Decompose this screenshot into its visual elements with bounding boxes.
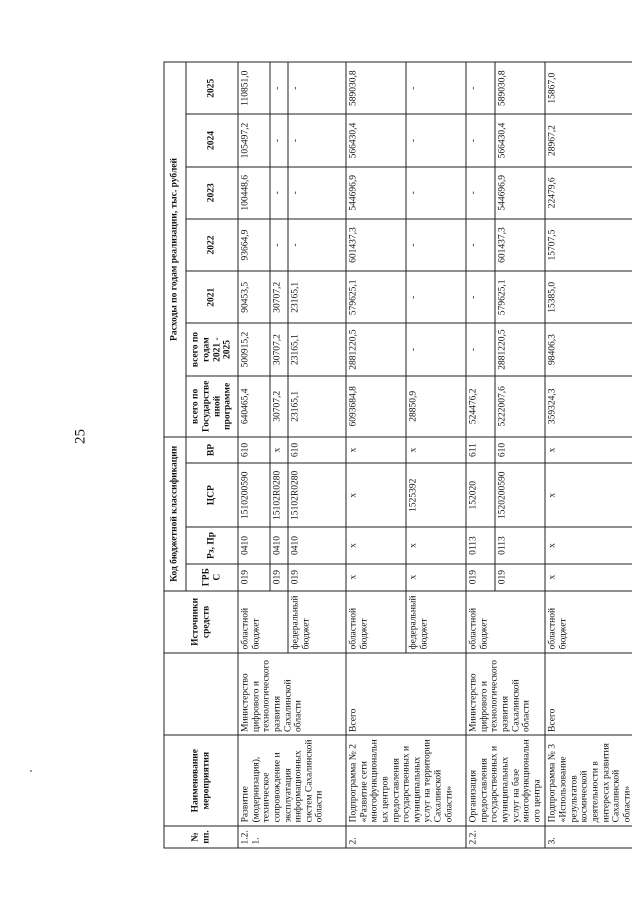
cell-2024: 28967,2 (545, 114, 632, 166)
cell-grbs: 019 (466, 564, 495, 591)
cell-2022: 601437,3 (346, 219, 406, 271)
header-executor (164, 653, 238, 735)
cell-2021: - (406, 271, 466, 323)
cell-2024: 566430,4 (495, 114, 545, 166)
cell-source: федеральный бюджет (406, 591, 466, 653)
cell-grbs: 019 (495, 564, 545, 591)
cell-csr: 1520200590 (495, 463, 545, 527)
header-vr: ВР (186, 437, 238, 463)
cell-vr: 610 (495, 437, 545, 463)
cell-2023: - (288, 167, 346, 219)
cell-vr: 610 (288, 437, 346, 463)
cell-no: 3. (545, 826, 632, 848)
table-row (466, 62, 495, 848)
cell-2025: 589030,8 (495, 62, 545, 114)
cell-2025: - (466, 62, 495, 114)
cell-2025: - (406, 62, 466, 114)
cell-2023: - (270, 167, 288, 219)
cell-2021: 23165,1 (288, 271, 346, 323)
cell-2021: 579625,1 (495, 271, 545, 323)
cell-executor: Министерство цифрового и технологического развития Сахалинской области (238, 653, 346, 735)
cell-total: 23165,1 (288, 376, 346, 437)
cell-2022: 15707,5 (545, 219, 632, 271)
cell-source: областной бюджет (466, 591, 545, 653)
cell-vr: x (545, 437, 632, 463)
cell-rz: x (406, 527, 466, 563)
cell-rz: x (346, 527, 406, 563)
cell-executor: Всего (346, 653, 466, 735)
cell-2025: 15867,0 (545, 62, 632, 114)
cell-grbs: x (545, 564, 632, 591)
cell-rz: x (545, 527, 632, 563)
cell-2024: - (288, 114, 346, 166)
cell-2021: 90453,5 (238, 271, 270, 323)
cell-vr: x (270, 437, 288, 463)
table-row (238, 62, 270, 848)
cell-2023: 544696,9 (346, 167, 406, 219)
cell-2022: - (466, 219, 495, 271)
header-2022: 2022 (186, 219, 238, 271)
header-expenses: Расходы по годам реализации, тыс. рублей (164, 62, 186, 437)
cell-t2125: 98406,3 (545, 323, 632, 375)
scan-speck (30, 770, 32, 772)
cell-name: Развитие (модернизация), техническое сопровождение и эксплуатация информационных систем Сахалинской области (238, 735, 346, 825)
cell-vr: x (346, 437, 406, 463)
cell-t2125: 23165,1 (288, 323, 346, 375)
cell-2023: - (466, 167, 495, 219)
cell-csr: x (545, 463, 632, 527)
cell-total: 28850,9 (406, 376, 466, 437)
cell-2025: 110851,0 (238, 62, 270, 114)
cell-2022: - (270, 219, 288, 271)
cell-vr: 611 (466, 437, 495, 463)
cell-csr: 152020 (466, 463, 495, 527)
cell-source: областной бюджет (545, 591, 632, 653)
cell-rz: 0410 (238, 527, 270, 563)
cell-rz: 0113 (495, 527, 545, 563)
cell-rz: 0410 (270, 527, 288, 563)
header-2023: 2023 (186, 167, 238, 219)
header-name: Наименование мероприятия (164, 735, 238, 825)
cell-2024: 566430,4 (346, 114, 406, 166)
header-grbs: ГРБС (186, 564, 238, 591)
header-total-program: всего по Государственной программе (186, 376, 238, 437)
cell-name: Подпрограмма № 3 «Использование результатов космической деятельности в интересах развития Сахалинской области» (545, 735, 632, 825)
cell-csr: x (346, 463, 406, 527)
cell-t2125: 2881220,5 (495, 323, 545, 375)
cell-2024: 105497,2 (238, 114, 270, 166)
cell-2023: 100448,6 (238, 167, 270, 219)
cell-no: 2. (346, 826, 466, 848)
cell-csr: 15102R0280 (270, 463, 288, 527)
cell-2025: - (270, 62, 288, 114)
cell-2023: 22479,6 (545, 167, 632, 219)
header-no: № пп. (164, 826, 238, 848)
cell-total: 359324,3 (545, 376, 632, 437)
cell-2021: 15385,0 (545, 271, 632, 323)
header-2025: 2025 (186, 62, 238, 114)
cell-t2125: 2881220,5 (346, 323, 406, 375)
cell-2024: - (270, 114, 288, 166)
cell-grbs: x (346, 564, 406, 591)
cell-executor: Министерство цифрового и технологического развития Сахалинской области (466, 653, 545, 735)
header-total-2021-2025: всего по годам 2021 - 2025 (186, 323, 238, 375)
cell-2022: - (406, 219, 466, 271)
table-row (346, 62, 406, 848)
page-number: 25 (72, 429, 89, 444)
cell-csr: 1510200590 (238, 463, 270, 527)
rotated-table-container (164, 62, 632, 849)
table-row (545, 62, 632, 848)
cell-rz: 0410 (288, 527, 346, 563)
cell-csr: 15102R0280 (288, 463, 346, 527)
cell-2021: 579625,1 (346, 271, 406, 323)
cell-2024: - (466, 114, 495, 166)
cell-total: 524476,2 (466, 376, 495, 437)
cell-grbs: 019 (288, 564, 346, 591)
cell-no: 1.2.1. (238, 826, 346, 848)
cell-csr: 1525392 (406, 463, 466, 527)
header-2024: 2024 (186, 114, 238, 166)
cell-source: федеральный бюджет (288, 591, 346, 653)
cell-2022: 93664,9 (238, 219, 270, 271)
cell-vr: 610 (238, 437, 270, 463)
cell-2023: - (406, 167, 466, 219)
header-rz-pr: Рз, Пр (186, 527, 238, 563)
cell-2022: 601437,3 (495, 219, 545, 271)
cell-executor: Всего (545, 653, 632, 735)
cell-t2125: - (406, 323, 466, 375)
cell-total: 640465,4 (238, 376, 270, 437)
cell-rz: 0113 (466, 527, 495, 563)
cell-vr: x (406, 437, 466, 463)
cell-grbs: x (406, 564, 466, 591)
cell-2021: 30707,2 (270, 271, 288, 323)
cell-total: 5222007,6 (495, 376, 545, 437)
header-csr: ЦСР (186, 463, 238, 527)
cell-grbs: 019 (270, 564, 288, 591)
cell-t2125: - (466, 323, 495, 375)
header-source: Источники средств (164, 591, 238, 653)
cell-2024: - (406, 114, 466, 166)
cell-name: Подпрограмма № 2 «Развитие сети многофункциональных центров предоставления государственных и муниципальных услуг на территории Сахалинской области» (346, 735, 466, 825)
cell-name: Организация предоставления государственных и муниципальных услуг на базе многофункционального центра (466, 735, 545, 825)
cell-2022: - (288, 219, 346, 271)
cell-2025: - (288, 62, 346, 114)
cell-total: 30707,2 (270, 376, 288, 437)
cell-source: областной бюджет (238, 591, 288, 653)
cell-t2125: 500915,2 (238, 323, 270, 375)
cell-t2125: 30707,2 (270, 323, 288, 375)
header-2021: 2021 (186, 271, 238, 323)
cell-no: 2.2. (466, 826, 545, 848)
cell-2023: 544696,9 (495, 167, 545, 219)
cell-grbs: 019 (238, 564, 270, 591)
cell-source: областной бюджет (346, 591, 406, 653)
cell-2025: 589030,8 (346, 62, 406, 114)
cell-total: 6093684,8 (346, 376, 406, 437)
cell-2021: - (466, 271, 495, 323)
header-budget-code: Код бюджетной классификации (164, 437, 186, 591)
expenses-table (164, 62, 632, 849)
